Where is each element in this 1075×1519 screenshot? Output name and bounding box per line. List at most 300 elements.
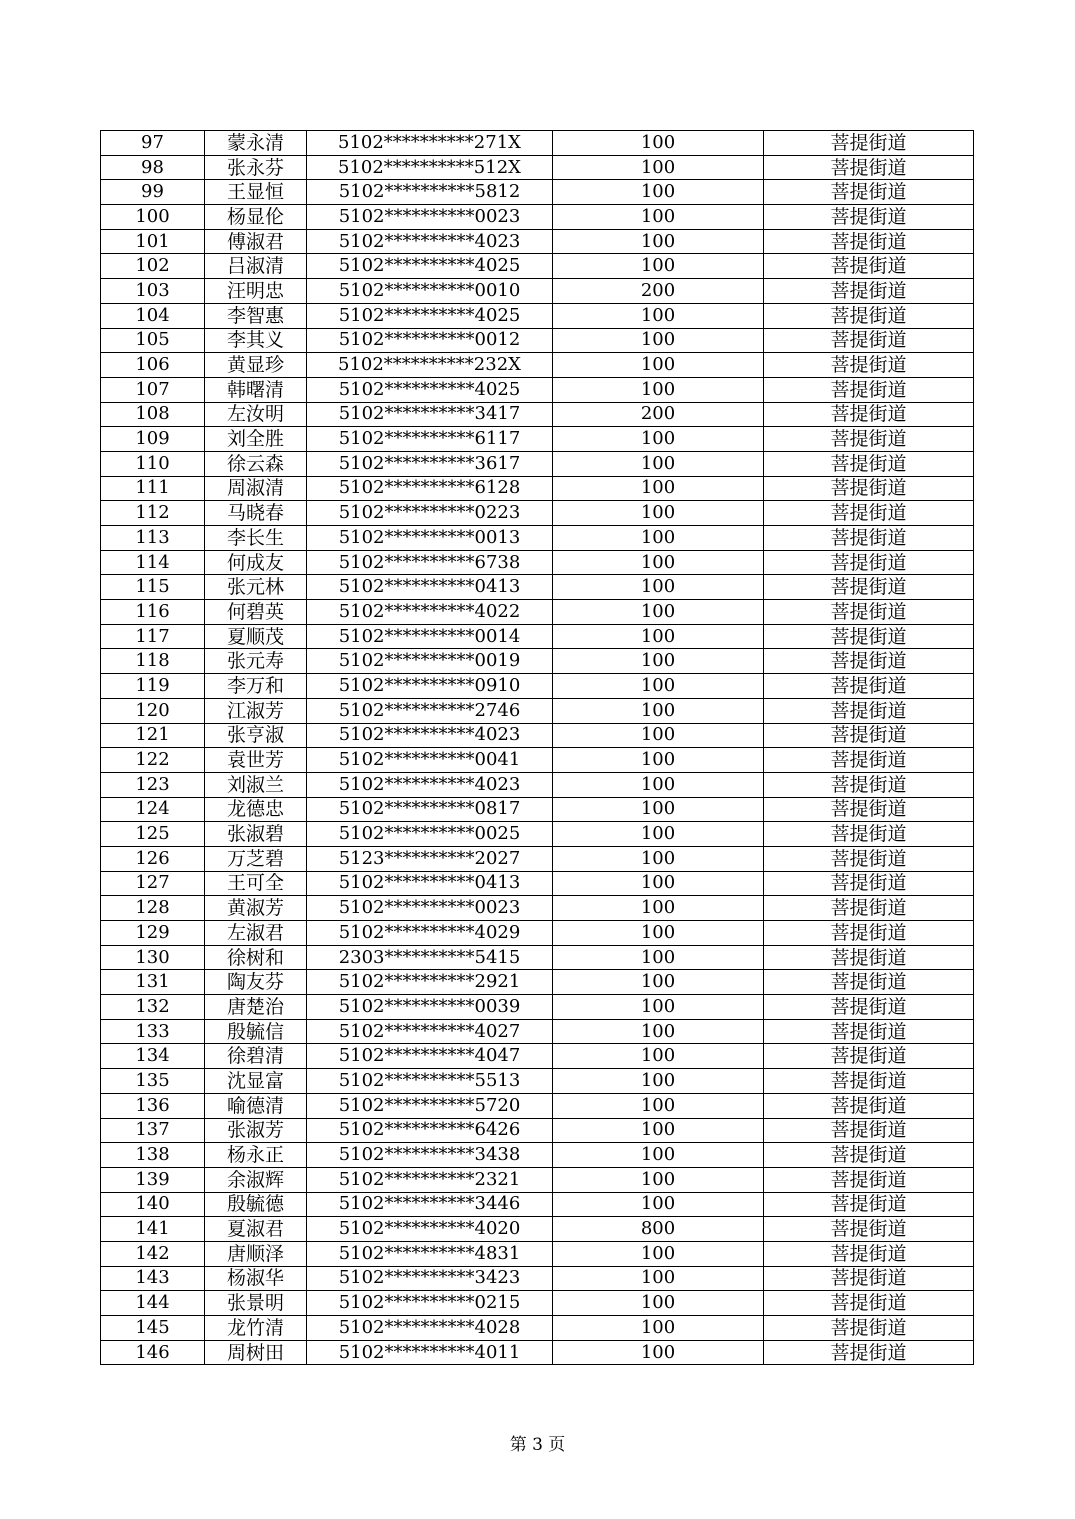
name-cell: 夏淑君 bbox=[205, 1217, 307, 1242]
row-number-cell: 113 bbox=[101, 526, 205, 551]
id-number-cell: 5102**********4020 bbox=[307, 1217, 553, 1242]
subdistrict-cell: 菩提街道 bbox=[764, 1019, 974, 1044]
subdistrict-cell: 菩提街道 bbox=[764, 1044, 974, 1069]
subdistrict-cell: 菩提街道 bbox=[764, 180, 974, 205]
name-cell: 王显恒 bbox=[205, 180, 307, 205]
table-row bbox=[101, 674, 974, 699]
id-number-cell: 5102**********6128 bbox=[307, 476, 553, 501]
table-row bbox=[101, 1044, 974, 1069]
subdistrict-cell: 菩提街道 bbox=[764, 674, 974, 699]
id-number-cell: 5102**********0413 bbox=[307, 575, 553, 600]
table-row bbox=[101, 600, 974, 625]
row-number-cell: 133 bbox=[101, 1019, 205, 1044]
beneficiary-table bbox=[100, 130, 974, 1365]
row-number-cell: 146 bbox=[101, 1340, 205, 1365]
id-number-cell: 5102**********271X bbox=[307, 131, 553, 156]
row-number-cell: 112 bbox=[101, 501, 205, 526]
amount-cell: 100 bbox=[553, 846, 764, 871]
amount-cell: 100 bbox=[553, 155, 764, 180]
subdistrict-cell: 菩提街道 bbox=[764, 649, 974, 674]
name-cell: 徐云森 bbox=[205, 451, 307, 476]
name-cell: 张元寿 bbox=[205, 649, 307, 674]
name-cell: 蒙永清 bbox=[205, 131, 307, 156]
id-number-cell: 5102**********6738 bbox=[307, 550, 553, 575]
id-number-cell: 5102**********4025 bbox=[307, 254, 553, 279]
id-number-cell: 5102**********4029 bbox=[307, 921, 553, 946]
id-number-cell: 5102**********0910 bbox=[307, 674, 553, 699]
amount-cell: 100 bbox=[553, 1069, 764, 1094]
table-row bbox=[101, 1266, 974, 1291]
table-row bbox=[101, 871, 974, 896]
amount-cell: 100 bbox=[553, 526, 764, 551]
subdistrict-cell: 菩提街道 bbox=[764, 205, 974, 230]
row-number-cell: 134 bbox=[101, 1044, 205, 1069]
subdistrict-cell: 菩提街道 bbox=[764, 1291, 974, 1316]
id-number-cell: 5102**********4023 bbox=[307, 723, 553, 748]
name-cell: 汪明忠 bbox=[205, 279, 307, 304]
subdistrict-cell: 菩提街道 bbox=[764, 501, 974, 526]
subdistrict-cell: 菩提街道 bbox=[764, 1340, 974, 1365]
subdistrict-cell: 菩提街道 bbox=[764, 1266, 974, 1291]
subdistrict-cell: 菩提街道 bbox=[764, 600, 974, 625]
name-cell: 杨淑华 bbox=[205, 1266, 307, 1291]
name-cell: 左淑君 bbox=[205, 921, 307, 946]
amount-cell: 200 bbox=[553, 402, 764, 427]
subdistrict-cell: 菩提街道 bbox=[764, 550, 974, 575]
amount-cell: 100 bbox=[553, 377, 764, 402]
table-row bbox=[101, 698, 974, 723]
subdistrict-cell: 菩提街道 bbox=[764, 1069, 974, 1094]
name-cell: 龙德忠 bbox=[205, 797, 307, 822]
row-number-cell: 119 bbox=[101, 674, 205, 699]
subdistrict-cell: 菩提街道 bbox=[764, 476, 974, 501]
name-cell: 周淑清 bbox=[205, 476, 307, 501]
table-row bbox=[101, 1118, 974, 1143]
amount-cell: 100 bbox=[553, 1241, 764, 1266]
subdistrict-cell: 菩提街道 bbox=[764, 748, 974, 773]
name-cell: 李智惠 bbox=[205, 303, 307, 328]
subdistrict-cell: 菩提街道 bbox=[764, 1167, 974, 1192]
amount-cell: 100 bbox=[553, 254, 764, 279]
amount-cell: 100 bbox=[553, 723, 764, 748]
id-number-cell: 5102**********3446 bbox=[307, 1192, 553, 1217]
table-row bbox=[101, 995, 974, 1020]
name-cell: 傅淑君 bbox=[205, 229, 307, 254]
amount-cell: 100 bbox=[553, 353, 764, 378]
id-number-cell: 5102**********4027 bbox=[307, 1019, 553, 1044]
table-row bbox=[101, 575, 974, 600]
row-number-cell: 137 bbox=[101, 1118, 205, 1143]
amount-cell: 100 bbox=[553, 328, 764, 353]
row-number-cell: 114 bbox=[101, 550, 205, 575]
subdistrict-cell: 菩提街道 bbox=[764, 896, 974, 921]
table-row bbox=[101, 353, 974, 378]
name-cell: 陶友芬 bbox=[205, 970, 307, 995]
amount-cell: 100 bbox=[553, 575, 764, 600]
amount-cell: 100 bbox=[553, 1291, 764, 1316]
row-number-cell: 120 bbox=[101, 698, 205, 723]
id-number-cell: 5102**********2921 bbox=[307, 970, 553, 995]
id-number-cell: 5102**********4831 bbox=[307, 1241, 553, 1266]
id-number-cell: 5102**********5720 bbox=[307, 1093, 553, 1118]
name-cell: 刘淑兰 bbox=[205, 772, 307, 797]
name-cell: 唐顺泽 bbox=[205, 1241, 307, 1266]
table-row bbox=[101, 921, 974, 946]
table-row bbox=[101, 254, 974, 279]
name-cell: 李其义 bbox=[205, 328, 307, 353]
table-row bbox=[101, 1217, 974, 1242]
table-row bbox=[101, 427, 974, 452]
row-number-cell: 138 bbox=[101, 1143, 205, 1168]
row-number-cell: 129 bbox=[101, 921, 205, 946]
row-number-cell: 124 bbox=[101, 797, 205, 822]
row-number-cell: 111 bbox=[101, 476, 205, 501]
amount-cell: 100 bbox=[553, 921, 764, 946]
table-row bbox=[101, 649, 974, 674]
amount-cell: 100 bbox=[553, 995, 764, 1020]
row-number-cell: 136 bbox=[101, 1093, 205, 1118]
name-cell: 左汝明 bbox=[205, 402, 307, 427]
subdistrict-cell: 菩提街道 bbox=[764, 1241, 974, 1266]
table-row bbox=[101, 1241, 974, 1266]
row-number-cell: 99 bbox=[101, 180, 205, 205]
name-cell: 殷毓信 bbox=[205, 1019, 307, 1044]
name-cell: 万芝碧 bbox=[205, 846, 307, 871]
id-number-cell: 5102**********232X bbox=[307, 353, 553, 378]
amount-cell: 100 bbox=[553, 1340, 764, 1365]
table-row bbox=[101, 1316, 974, 1341]
name-cell: 李万和 bbox=[205, 674, 307, 699]
subdistrict-cell: 菩提街道 bbox=[764, 155, 974, 180]
subdistrict-cell: 菩提街道 bbox=[764, 526, 974, 551]
id-number-cell: 5102**********0223 bbox=[307, 501, 553, 526]
id-number-cell: 5102**********0039 bbox=[307, 995, 553, 1020]
id-number-cell: 5102**********512X bbox=[307, 155, 553, 180]
id-number-cell: 5102**********0025 bbox=[307, 822, 553, 847]
id-number-cell: 5102**********0041 bbox=[307, 748, 553, 773]
table-row bbox=[101, 797, 974, 822]
row-number-cell: 141 bbox=[101, 1217, 205, 1242]
row-number-cell: 101 bbox=[101, 229, 205, 254]
name-cell: 沈显富 bbox=[205, 1069, 307, 1094]
id-number-cell: 5102**********0010 bbox=[307, 279, 553, 304]
row-number-cell: 116 bbox=[101, 600, 205, 625]
subdistrict-cell: 菩提街道 bbox=[764, 377, 974, 402]
row-number-cell: 118 bbox=[101, 649, 205, 674]
id-number-cell: 5102**********0215 bbox=[307, 1291, 553, 1316]
subdistrict-cell: 菩提街道 bbox=[764, 1118, 974, 1143]
subdistrict-cell: 菩提街道 bbox=[764, 328, 974, 353]
table-row bbox=[101, 451, 974, 476]
row-number-cell: 102 bbox=[101, 254, 205, 279]
table-row bbox=[101, 1291, 974, 1316]
table-row bbox=[101, 131, 974, 156]
page-number: 第 3 页 bbox=[509, 1435, 566, 1455]
id-number-cell: 5102**********0023 bbox=[307, 205, 553, 230]
row-number-cell: 132 bbox=[101, 995, 205, 1020]
subdistrict-cell: 菩提街道 bbox=[764, 1093, 974, 1118]
amount-cell: 100 bbox=[553, 1019, 764, 1044]
subdistrict-cell: 菩提街道 bbox=[764, 871, 974, 896]
id-number-cell: 5102**********4011 bbox=[307, 1340, 553, 1365]
row-number-cell: 122 bbox=[101, 748, 205, 773]
row-number-cell: 131 bbox=[101, 970, 205, 995]
id-number-cell: 5102**********0413 bbox=[307, 871, 553, 896]
table-row bbox=[101, 180, 974, 205]
amount-cell: 100 bbox=[553, 871, 764, 896]
table-row bbox=[101, 772, 974, 797]
id-number-cell: 5102**********4028 bbox=[307, 1316, 553, 1341]
id-number-cell: 5102**********3617 bbox=[307, 451, 553, 476]
subdistrict-cell: 菩提街道 bbox=[764, 575, 974, 600]
row-number-cell: 145 bbox=[101, 1316, 205, 1341]
amount-cell: 100 bbox=[553, 970, 764, 995]
table-row bbox=[101, 1167, 974, 1192]
amount-cell: 200 bbox=[553, 279, 764, 304]
row-number-cell: 127 bbox=[101, 871, 205, 896]
row-number-cell: 123 bbox=[101, 772, 205, 797]
id-number-cell: 5102**********0013 bbox=[307, 526, 553, 551]
subdistrict-cell: 菩提街道 bbox=[764, 970, 974, 995]
name-cell: 周树田 bbox=[205, 1340, 307, 1365]
name-cell: 唐楚治 bbox=[205, 995, 307, 1020]
row-number-cell: 108 bbox=[101, 402, 205, 427]
table-row bbox=[101, 970, 974, 995]
name-cell: 张淑碧 bbox=[205, 822, 307, 847]
row-number-cell: 142 bbox=[101, 1241, 205, 1266]
id-number-cell: 5102**********4022 bbox=[307, 600, 553, 625]
id-number-cell: 5102**********3423 bbox=[307, 1266, 553, 1291]
amount-cell: 100 bbox=[553, 1093, 764, 1118]
subdistrict-cell: 菩提街道 bbox=[764, 279, 974, 304]
name-cell: 杨永正 bbox=[205, 1143, 307, 1168]
subdistrict-cell: 菩提街道 bbox=[764, 945, 974, 970]
id-number-cell: 5102**********2746 bbox=[307, 698, 553, 723]
table-row bbox=[101, 402, 974, 427]
table-row bbox=[101, 748, 974, 773]
amount-cell: 100 bbox=[553, 1044, 764, 1069]
table-row bbox=[101, 1093, 974, 1118]
amount-cell: 100 bbox=[553, 698, 764, 723]
row-number-cell: 128 bbox=[101, 896, 205, 921]
row-number-cell: 107 bbox=[101, 377, 205, 402]
subdistrict-cell: 菩提街道 bbox=[764, 451, 974, 476]
amount-cell: 100 bbox=[553, 550, 764, 575]
id-number-cell: 5102**********0019 bbox=[307, 649, 553, 674]
id-number-cell: 5123**********2027 bbox=[307, 846, 553, 871]
amount-cell: 100 bbox=[553, 600, 764, 625]
table-row bbox=[101, 229, 974, 254]
subdistrict-cell: 菩提街道 bbox=[764, 624, 974, 649]
subdistrict-cell: 菩提街道 bbox=[764, 254, 974, 279]
id-number-cell: 5102**********6117 bbox=[307, 427, 553, 452]
table-row bbox=[101, 1192, 974, 1217]
row-number-cell: 98 bbox=[101, 155, 205, 180]
table-row bbox=[101, 624, 974, 649]
table-row bbox=[101, 1340, 974, 1365]
row-number-cell: 121 bbox=[101, 723, 205, 748]
table-row bbox=[101, 501, 974, 526]
amount-cell: 100 bbox=[553, 131, 764, 156]
name-cell: 黄淑芳 bbox=[205, 896, 307, 921]
row-number-cell: 110 bbox=[101, 451, 205, 476]
subdistrict-cell: 菩提街道 bbox=[764, 1217, 974, 1242]
name-cell: 喻德清 bbox=[205, 1093, 307, 1118]
table-row bbox=[101, 279, 974, 304]
name-cell: 李长生 bbox=[205, 526, 307, 551]
table-row bbox=[101, 328, 974, 353]
amount-cell: 100 bbox=[553, 229, 764, 254]
id-number-cell: 5102**********6426 bbox=[307, 1118, 553, 1143]
table-row bbox=[101, 377, 974, 402]
row-number-cell: 115 bbox=[101, 575, 205, 600]
subdistrict-cell: 菩提街道 bbox=[764, 353, 974, 378]
subdistrict-cell: 菩提街道 bbox=[764, 303, 974, 328]
amount-cell: 100 bbox=[553, 303, 764, 328]
id-number-cell: 5102**********4025 bbox=[307, 303, 553, 328]
subdistrict-cell: 菩提街道 bbox=[764, 995, 974, 1020]
row-number-cell: 125 bbox=[101, 822, 205, 847]
row-number-cell: 109 bbox=[101, 427, 205, 452]
row-number-cell: 130 bbox=[101, 945, 205, 970]
name-cell: 黄显珍 bbox=[205, 353, 307, 378]
name-cell: 龙竹清 bbox=[205, 1316, 307, 1341]
name-cell: 张景明 bbox=[205, 1291, 307, 1316]
row-number-cell: 100 bbox=[101, 205, 205, 230]
amount-cell: 100 bbox=[553, 180, 764, 205]
amount-cell: 100 bbox=[553, 772, 764, 797]
id-number-cell: 5102**********0014 bbox=[307, 624, 553, 649]
amount-cell: 100 bbox=[553, 624, 764, 649]
row-number-cell: 139 bbox=[101, 1167, 205, 1192]
subdistrict-cell: 菩提街道 bbox=[764, 698, 974, 723]
table-row bbox=[101, 822, 974, 847]
amount-cell: 100 bbox=[553, 451, 764, 476]
table-row bbox=[101, 155, 974, 180]
table-row bbox=[101, 476, 974, 501]
amount-cell: 100 bbox=[553, 649, 764, 674]
name-cell: 余淑辉 bbox=[205, 1167, 307, 1192]
row-number-cell: 143 bbox=[101, 1266, 205, 1291]
subdistrict-cell: 菩提街道 bbox=[764, 229, 974, 254]
subdistrict-cell: 菩提街道 bbox=[764, 822, 974, 847]
subdistrict-cell: 菩提街道 bbox=[764, 1143, 974, 1168]
id-number-cell: 5102**********5812 bbox=[307, 180, 553, 205]
subdistrict-cell: 菩提街道 bbox=[764, 427, 974, 452]
id-number-cell: 5102**********0012 bbox=[307, 328, 553, 353]
id-number-cell: 2303**********5415 bbox=[307, 945, 553, 970]
id-number-cell: 5102**********3438 bbox=[307, 1143, 553, 1168]
amount-cell: 100 bbox=[553, 501, 764, 526]
name-cell: 刘全胜 bbox=[205, 427, 307, 452]
name-cell: 马晓春 bbox=[205, 501, 307, 526]
amount-cell: 100 bbox=[553, 1118, 764, 1143]
amount-cell: 800 bbox=[553, 1217, 764, 1242]
id-number-cell: 5102**********4025 bbox=[307, 377, 553, 402]
name-cell: 张亨淑 bbox=[205, 723, 307, 748]
row-number-cell: 103 bbox=[101, 279, 205, 304]
id-number-cell: 5102**********0817 bbox=[307, 797, 553, 822]
id-number-cell: 5102**********4023 bbox=[307, 229, 553, 254]
amount-cell: 100 bbox=[553, 797, 764, 822]
table-body bbox=[101, 131, 974, 1365]
table-row bbox=[101, 205, 974, 230]
id-number-cell: 5102**********5513 bbox=[307, 1069, 553, 1094]
table-row bbox=[101, 303, 974, 328]
amount-cell: 100 bbox=[553, 896, 764, 921]
name-cell: 徐树和 bbox=[205, 945, 307, 970]
amount-cell: 100 bbox=[553, 674, 764, 699]
subdistrict-cell: 菩提街道 bbox=[764, 1316, 974, 1341]
row-number-cell: 117 bbox=[101, 624, 205, 649]
row-number-cell: 106 bbox=[101, 353, 205, 378]
row-number-cell: 140 bbox=[101, 1192, 205, 1217]
amount-cell: 100 bbox=[553, 205, 764, 230]
id-number-cell: 5102**********2321 bbox=[307, 1167, 553, 1192]
name-cell: 张永芬 bbox=[205, 155, 307, 180]
name-cell: 江淑芳 bbox=[205, 698, 307, 723]
table-row bbox=[101, 896, 974, 921]
name-cell: 杨显伦 bbox=[205, 205, 307, 230]
id-number-cell: 5102**********0023 bbox=[307, 896, 553, 921]
amount-cell: 100 bbox=[553, 427, 764, 452]
table-row bbox=[101, 1143, 974, 1168]
amount-cell: 100 bbox=[553, 476, 764, 501]
id-number-cell: 5102**********4047 bbox=[307, 1044, 553, 1069]
row-number-cell: 126 bbox=[101, 846, 205, 871]
subdistrict-cell: 菩提街道 bbox=[764, 402, 974, 427]
row-number-cell: 135 bbox=[101, 1069, 205, 1094]
subdistrict-cell: 菩提街道 bbox=[764, 846, 974, 871]
subdistrict-cell: 菩提街道 bbox=[764, 723, 974, 748]
row-number-cell: 144 bbox=[101, 1291, 205, 1316]
subdistrict-cell: 菩提街道 bbox=[764, 797, 974, 822]
name-cell: 张元林 bbox=[205, 575, 307, 600]
name-cell: 夏顺茂 bbox=[205, 624, 307, 649]
name-cell: 韩曙清 bbox=[205, 377, 307, 402]
row-number-cell: 97 bbox=[101, 131, 205, 156]
row-number-cell: 105 bbox=[101, 328, 205, 353]
id-number-cell: 5102**********4023 bbox=[307, 772, 553, 797]
amount-cell: 100 bbox=[553, 1167, 764, 1192]
table-row bbox=[101, 1069, 974, 1094]
table-row bbox=[101, 1019, 974, 1044]
subdistrict-cell: 菩提街道 bbox=[764, 921, 974, 946]
table-row bbox=[101, 846, 974, 871]
amount-cell: 100 bbox=[553, 1143, 764, 1168]
name-cell: 王可全 bbox=[205, 871, 307, 896]
amount-cell: 100 bbox=[553, 1316, 764, 1341]
name-cell: 袁世芳 bbox=[205, 748, 307, 773]
subdistrict-cell: 菩提街道 bbox=[764, 772, 974, 797]
name-cell: 何碧英 bbox=[205, 600, 307, 625]
id-number-cell: 5102**********3417 bbox=[307, 402, 553, 427]
name-cell: 吕淑清 bbox=[205, 254, 307, 279]
table-row bbox=[101, 723, 974, 748]
name-cell: 张淑芳 bbox=[205, 1118, 307, 1143]
amount-cell: 100 bbox=[553, 748, 764, 773]
table-row bbox=[101, 550, 974, 575]
amount-cell: 100 bbox=[553, 822, 764, 847]
row-number-cell: 104 bbox=[101, 303, 205, 328]
subdistrict-cell: 菩提街道 bbox=[764, 131, 974, 156]
amount-cell: 100 bbox=[553, 1192, 764, 1217]
subdistrict-cell: 菩提街道 bbox=[764, 1192, 974, 1217]
amount-cell: 100 bbox=[553, 945, 764, 970]
name-cell: 殷毓德 bbox=[205, 1192, 307, 1217]
table-row bbox=[101, 945, 974, 970]
name-cell: 何成友 bbox=[205, 550, 307, 575]
